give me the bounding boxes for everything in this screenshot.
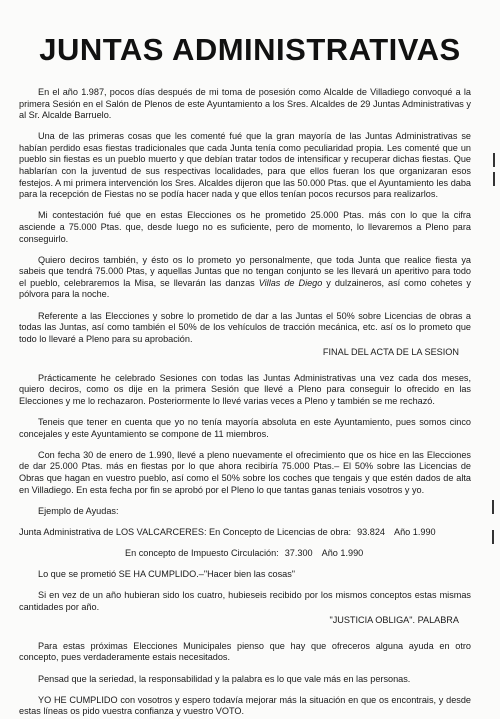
paragraph-intro: En el año 1.987, pocos días después de mi toma de posesión como Alcalde de Villadiego convoqué a la primera Sesión en el Salón de Plenos de este Ayuntamiento a los Sres. Alcaldes de 29 Juntas Administrativas y al Sr. Alcalde Barruelo. [19,87,471,121]
paragraph-ejemplo: Ejemplo de Ayudas: [38,505,119,516]
section-end-label: FINAL DEL ACTA DE LA SESION [322,347,459,358]
ayuda-year: Año 1.990 [321,547,364,558]
ayuda-row-circulacion [19,548,471,560]
ayuda-amount: 93.824 [357,526,385,537]
ayuda-amount: 37.300 [284,547,313,558]
paragraph-licencias: Referente a las Elecciones y sobre lo prometido de dar a las Juntas el 50% sobre Licencias de obras a todas las Juntas, así como también el 50% de los vehículos de tracción mecánica, etc. así os lo prometo que todo lo llevaré a Pleno para su aprobación. [19,310,471,344]
paragraph-pleno-1990: Con fecha 30 de enero de 1.990, llevé a pleno nuevamente el ofrecimiento que os hice en las Elecciones de dar 25.000 Ptas. más en fiestas por lo que ahora recibiría 75.000 Ptas.– El 50% sobre las Licencias de Obras que hagan en vuestro pueblo, así como el 50% sobre los coches que tengais y que estén dados de alta en Villadiego. En esta fecha por fin se aprobó por el Pleno lo que tantas ganas teniais vosotros y yo. [19,449,471,495]
paragraph-mayoria: Teneis que tener en cuenta que yo no tenía mayoría absoluta en este Ayuntamiento, pues somos cinco concejales y este Ayuntamiento se compone de 11 miembros. [19,417,471,439]
ayuda-row-licencias [19,527,471,539]
page-title: JUNTAS ADMINISTRATIVAS [39,32,461,67]
paragraph-promesa [19,255,471,301]
ayuda-label: Junta Administrativa de LOS VALCARCERES: En Concepto de Licencias de obra: [19,526,352,537]
paragraph-seriedad: Pensad que la seriedad, la responsabilidad y la palabra es lo que vale más en las personas. [38,673,411,684]
margin-mark [492,500,494,514]
margin-mark [493,172,495,186]
paragraph-promesa-text-2: y dulzaineros, así como cohetes y pólvora para la noche. [19,277,471,300]
paragraph-cuatro-anos: Si en vez de un año hubieran sido los cuatro, hubieseis recibido por los mismos conceptos estas mismas cantidades por año. [19,590,471,612]
paragraph-voto: YO HE CUMPLIDO con vosotros y espero todavía mejorar más la situación en que os encontrais, y desde estas líneas os pido vuestra confianza y vuestro VOTO. [19,694,471,717]
ayuda-year: Año 1.990 [393,526,436,537]
paragraph-proximas-elecciones: Para estas próximas Elecciones Municipales pienso que hay que ofreceros alguna ayuda en otro concepto, pues verdaderamente estais necesitados. [19,640,471,663]
margin-mark [492,530,494,544]
paragraph-sesiones: Prácticamente he celebrado Sesiones con todas las Juntas Administrativas una vez cada dos meses, quiero deciros, como os dije en la primera Sesión que llevé a Pleno para conseguir lo ofrecido en las Elecciones y me lo rechazaron. Posteriormente lo llevé varias veces a Pleno y también se me rechazó. [19,372,471,407]
paragraph-fiestas: Una de las primeras cosas que les comenté fué que la gran mayoría de las Juntas Administrativas se habían perdido esas fiestas tradicionales que cada Junta tenía como peculiaridad propia. Les comenté que un pueblo sin fiestas es un pueblo muerto y que debían tratar todos de intensificar y recuperar dichas fiestas. Que hablarían con la juventud de sus respectivas localidades, para que ellos fueran los que organizaran esos festejos. A mi primera intervención los Sres. Alcaldes dijeron que las 50.000 Ptas. que el Ayuntamiento les daba para la recepción de Fiestas no se podía hacer nada y que ellos tenían pocos recursos para realizarlos. [19,131,471,200]
ayuda-label: En concepto de Impuesto Circulación: [125,547,279,558]
paragraph-justicia: "JUSTICIA OBLIGA". PALABRA [329,615,459,626]
paragraph-contestacion: Mi contestación fué que en estas Elecciones os he prometido 25.000 Ptas. más con lo que la cifra asciende a 75.000 Ptas. que, desde luego no es suficiente, pero de momento, lo llevaremos a Pleno para conseguirlo. [19,210,471,244]
paragraph-cumplido: Lo que se prometió SE HA CUMPLIDO.–"Hacer bien las cosas" [38,569,296,579]
paragraph-promesa-text-1: Quiero deciros también, y ésto os lo prometo yo personalmente, que toda Junta que realice fiesta ya sabeis que tendrá 75.000 Ptas, y aquellas Juntas que no tengan conjunto se les llevará un aperitivo para todo el pueblo, celebraremos la Misa, se llevarán las danzas [19,254,471,288]
margin-mark [493,153,495,167]
paragraph-promesa-italic: Villas de Diego [258,277,323,288]
document-body [19,87,471,727]
